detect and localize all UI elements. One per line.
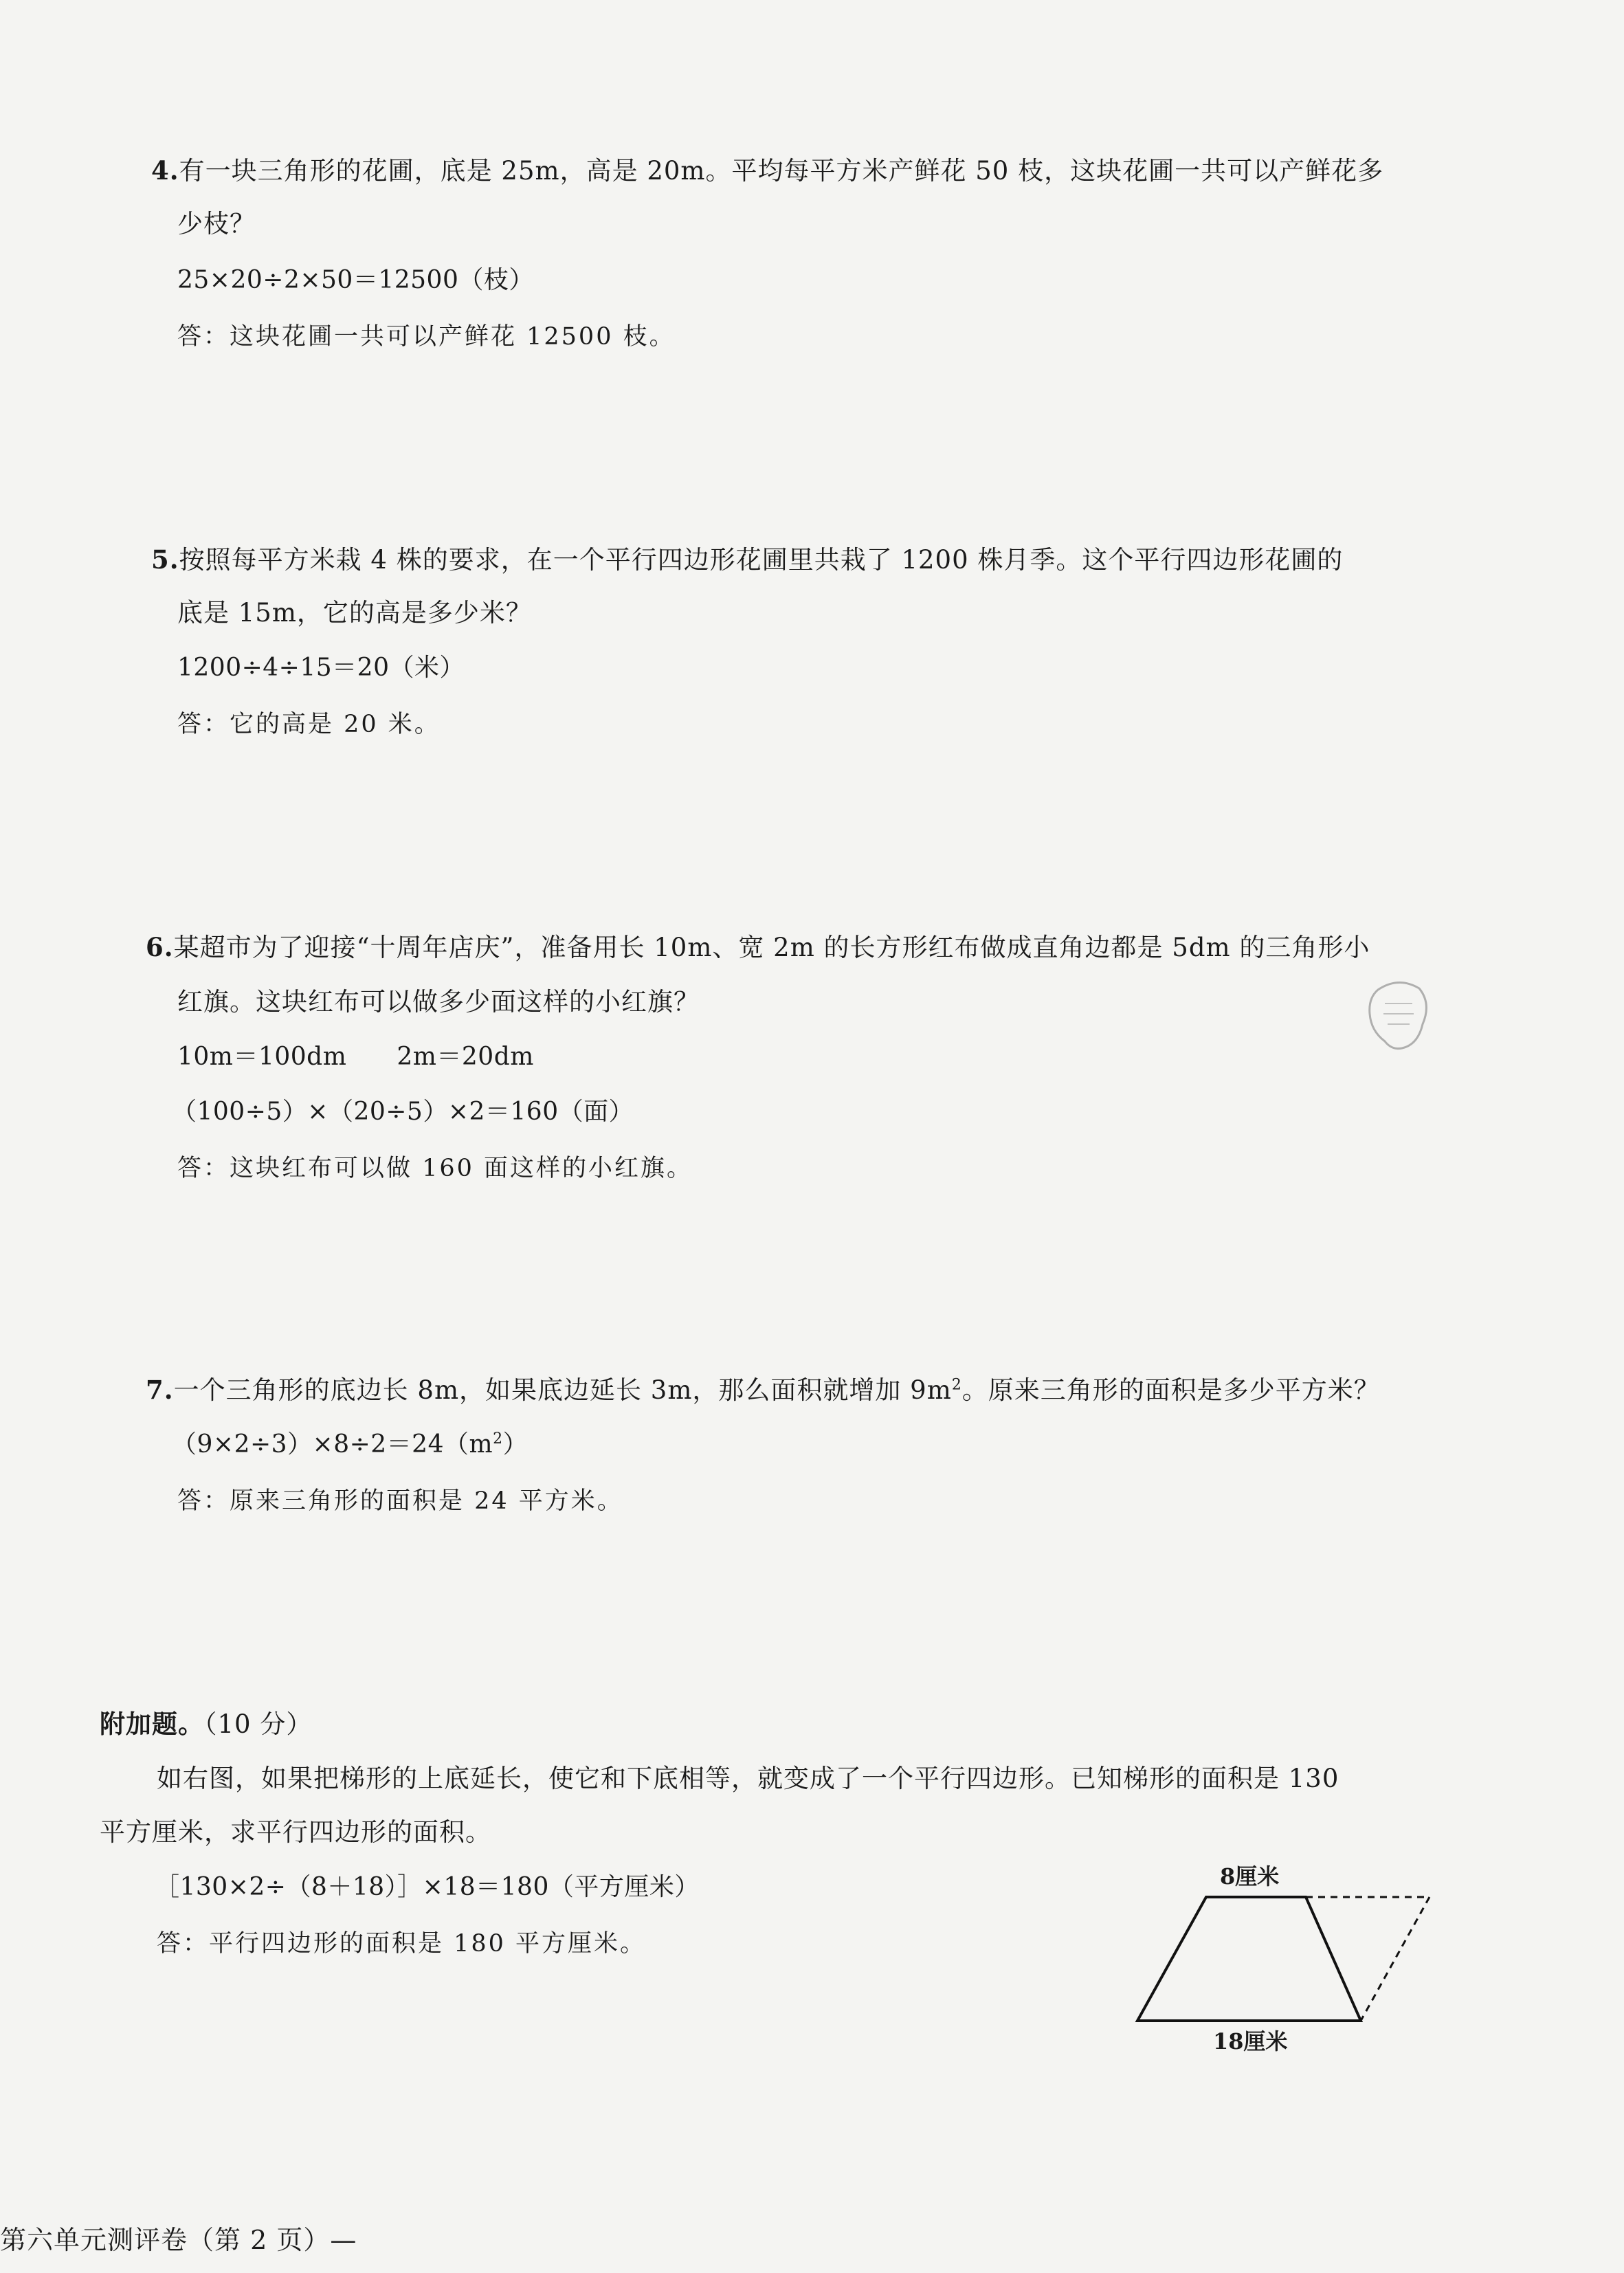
trapezoid-shape: [1137, 1897, 1361, 2021]
figure-bottom-label: 18厘米: [1213, 2028, 1288, 2054]
question-5-calc: 1200÷4÷15＝20（米）: [177, 654, 465, 682]
question-6-line-1: 6.某超市为了迎接“十周年店庆”，准备用长 10m、宽 2m 的长方形红布做成直角边都是 5dm 的三角形小: [146, 932, 1370, 962]
bonus-line-1: 如右图，如果把梯形的上底延长，使它和下底相等，就变成了一个平行四边形。已知梯形的面积是 130: [157, 1764, 1339, 1793]
question-4-answer: 答：这块花圃一共可以产鲜花 12500 枝。: [177, 323, 676, 351]
bonus-score: （10 分）: [204, 1709, 313, 1739]
bonus-heading: [100, 1707, 312, 1741]
question-7-calc: $(9\times 2\div 3)\times 8\div 2=24(m^2)$: [172, 1430, 529, 1459]
question-7-line-1: 7.一个三角形的底边长 8m，如果底边延长 3m，那么面积就增加 $9m^2$。原来三角形的面积是多少平方米？: [146, 1375, 1380, 1405]
question-6-number: 6.: [146, 932, 174, 962]
question-7-number: 7.: [146, 1375, 174, 1405]
trapezoid-figure: [1127, 1859, 1450, 2054]
question-6-calc-1: 10m＝100dm 2m＝20dm: [177, 1043, 534, 1071]
bonus-line-2: 平方厘米，求平行四边形的面积。: [100, 1817, 491, 1847]
parallelogram-extension: [1306, 1897, 1430, 2021]
question-5-number: 5.: [151, 544, 179, 575]
bonus-calc: ［130×2÷（8＋18）］×18＝180（平方厘米）: [155, 1873, 700, 1901]
bonus-answer: 答：平行四边形的面积是 180 平方厘米。: [157, 1930, 647, 1958]
question-6-line-2: 红旗。这块红布可以做多少面这样的小红旗？: [177, 987, 700, 1017]
question-5-answer: 答：它的高是 20 米。: [177, 711, 441, 738]
question-6-answer: 答：这块红布可以做 160 面这样的小红旗。: [177, 1155, 693, 1182]
question-7-answer: 答：原来三角形的面积是 24 平方米。: [177, 1487, 623, 1515]
bonus-title: 附加题。: [100, 1709, 204, 1739]
page-footer: 第六单元测评卷（第 2 页）—: [0, 2225, 357, 2255]
question-4-number: 4.: [151, 155, 179, 186]
question-4-line-2: 少枝？: [177, 209, 256, 239]
question-6-calc-2: （100÷5）×（20÷5）×2＝160（面）: [172, 1098, 634, 1126]
question-4-line-1: 4.有一块三角形的花圃，底是 25m，高是 20m。平均每平方米产鲜花 50 枝，这块花圃一共可以产鲜花多: [151, 155, 1384, 186]
stamp-icon: [1364, 976, 1433, 1052]
question-5-line-1: 5.按照每平方米栽 4 株的要求，在一个平行四边形花圃里共栽了 1200 株月季。这个平行四边形花圃的: [151, 544, 1344, 575]
question-5-line-2: 底是 15m，它的高是多少米？: [177, 598, 532, 628]
question-4-calc: 25×20÷2×50＝12500（枝）: [177, 266, 534, 294]
trapezoid-diagram: [1127, 1859, 1450, 2045]
figure-top-label: 8厘米: [1220, 1863, 1280, 1889]
